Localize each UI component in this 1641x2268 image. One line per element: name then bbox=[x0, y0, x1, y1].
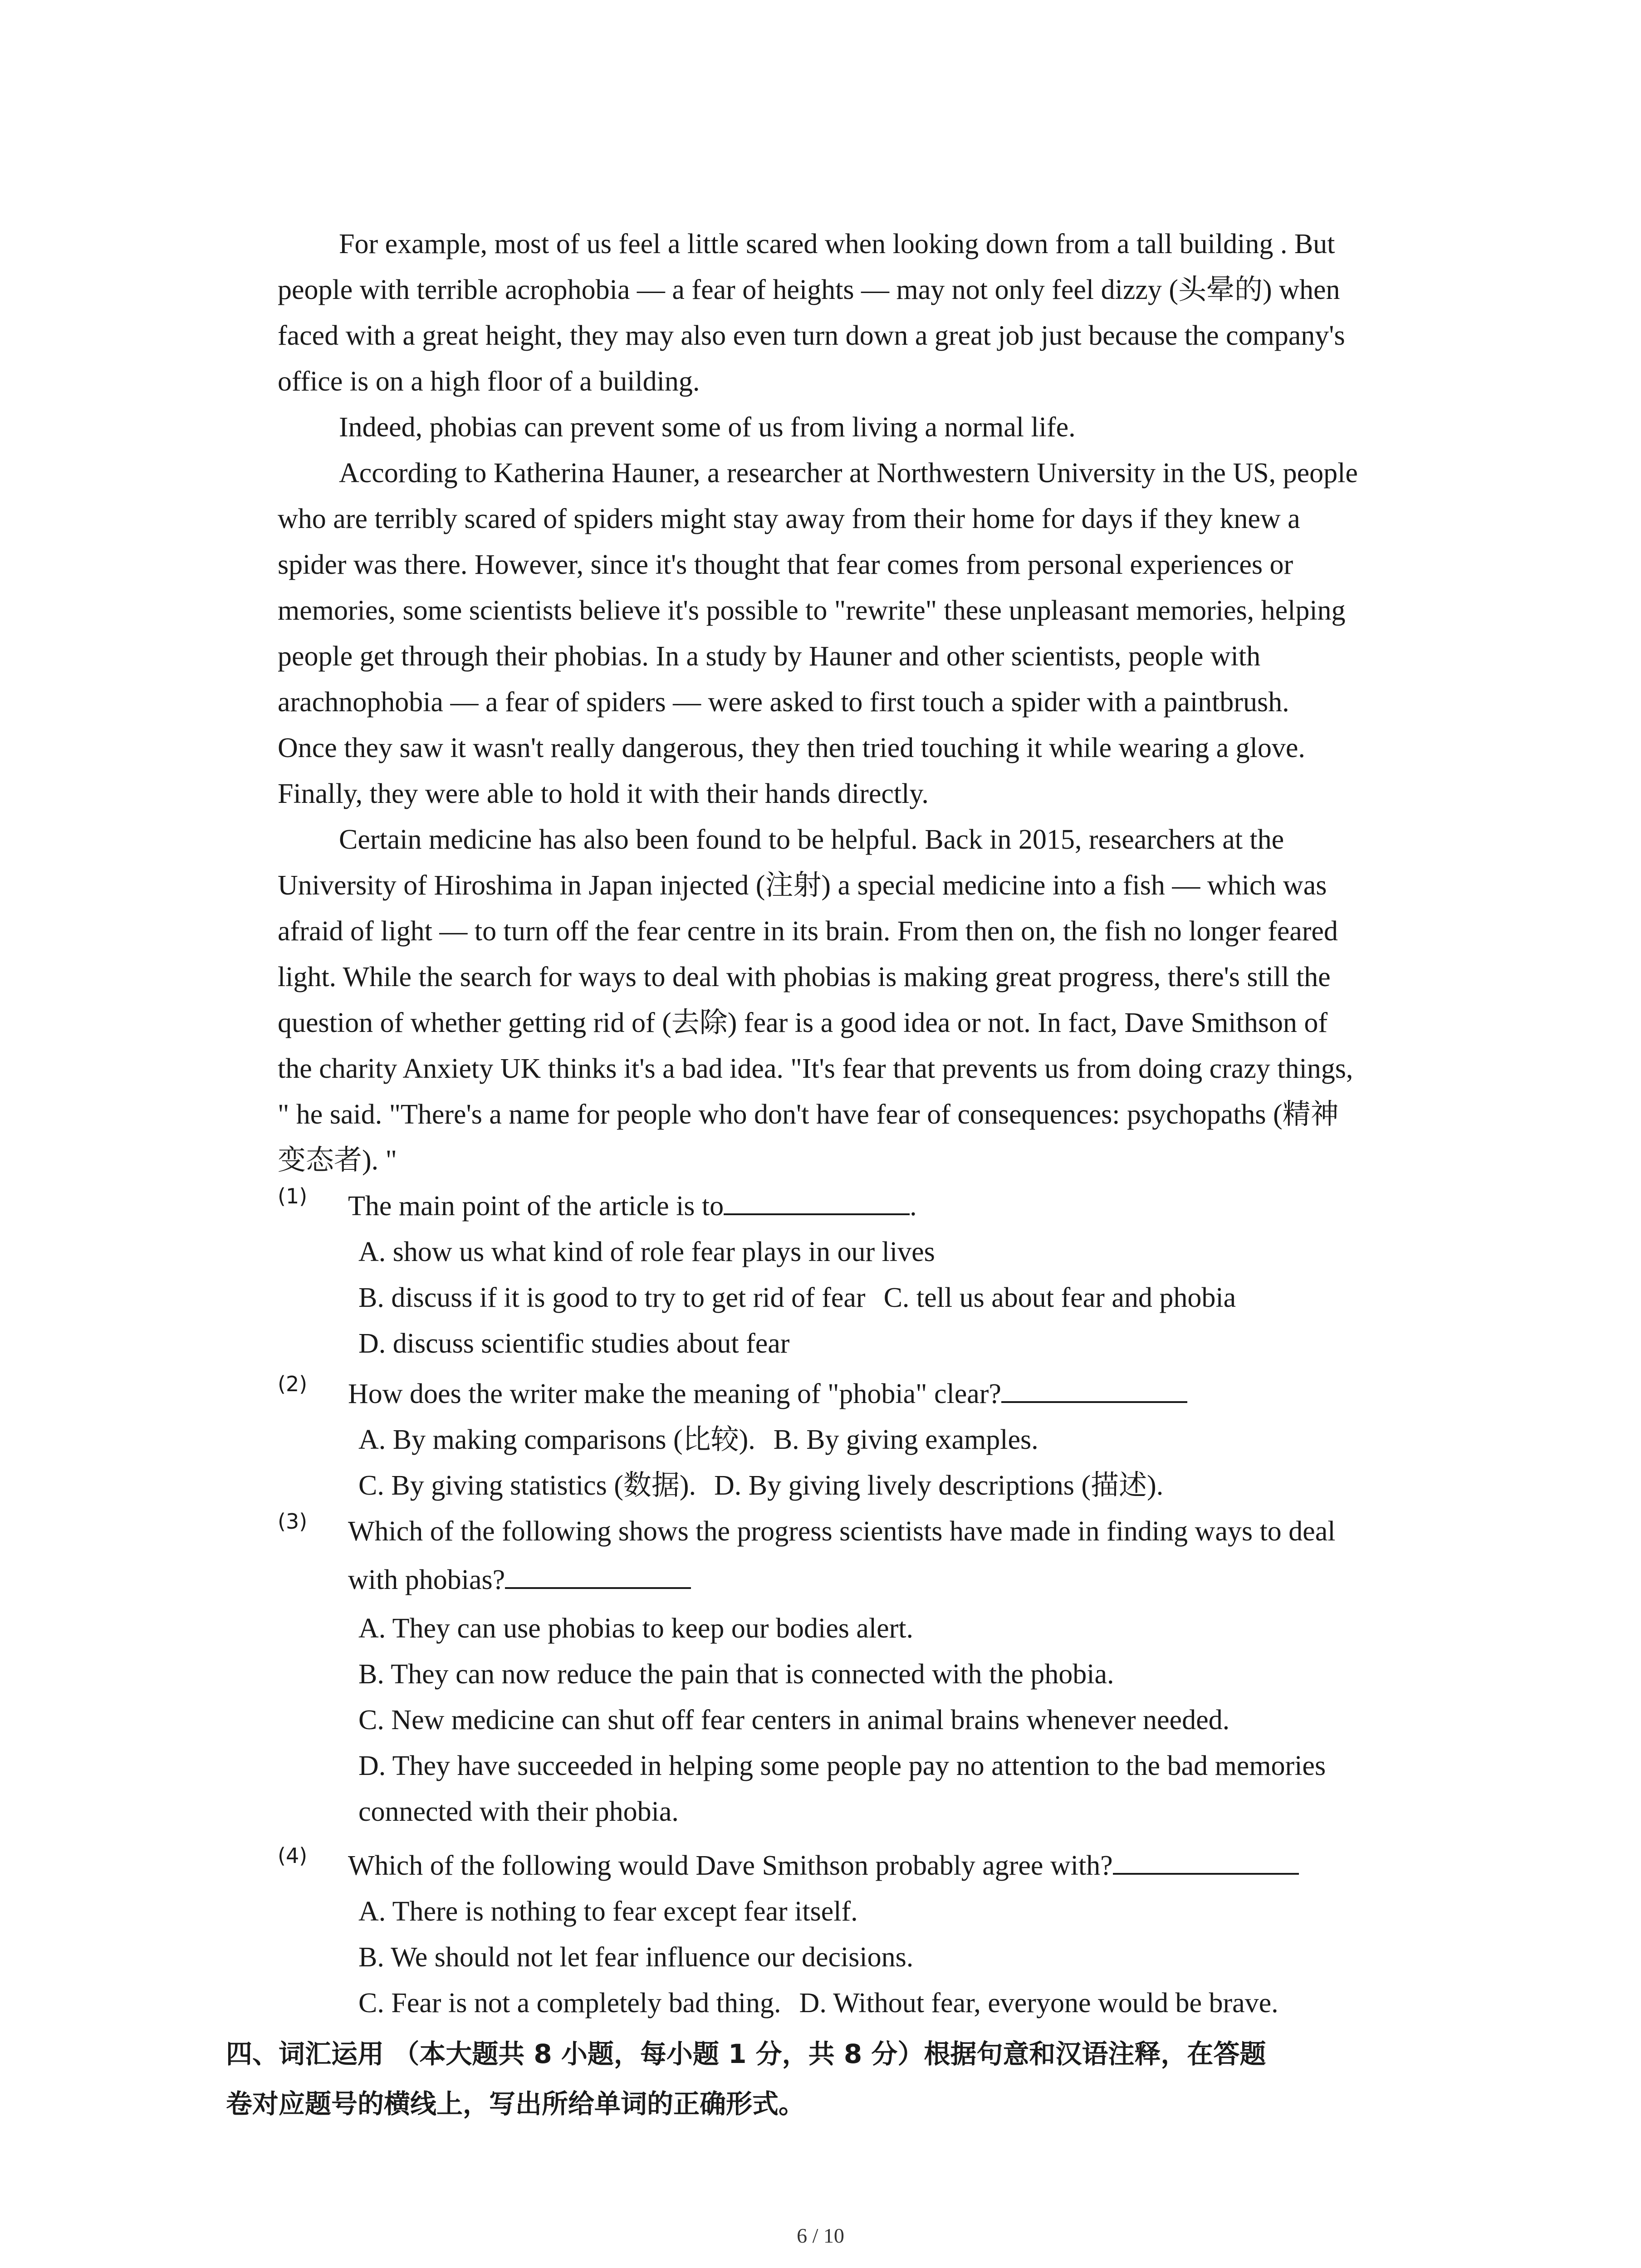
option-a: A. By making comparisons (比较). bbox=[358, 1424, 755, 1455]
passage-line: afraid of light — to turn off the fear centre in its brain. From then on, the fish no longer feared bbox=[278, 916, 1338, 947]
option-b: B. By giving examples. bbox=[773, 1424, 1038, 1455]
option-row bbox=[278, 1275, 1457, 1321]
question-3 bbox=[278, 1509, 1457, 1835]
option-row bbox=[278, 1463, 1457, 1509]
question-number: (4) bbox=[278, 1843, 308, 1868]
option-b: B. We should not let fear influence our decisions. bbox=[358, 1942, 914, 1973]
answer-blank[interactable] bbox=[724, 1185, 910, 1215]
option-c: C. tell us about fear and phobia bbox=[883, 1282, 1236, 1313]
option-d: D. By giving lively descriptions (描述). bbox=[714, 1470, 1164, 1501]
option-c: C. By giving statistics (数据). bbox=[358, 1470, 696, 1501]
passage-line: the charity Anxiety UK thinks it's a bad idea. "It's fear that prevents us from doing crazy things, bbox=[278, 1053, 1353, 1084]
question-stem: The main point of the article is to . bbox=[348, 1183, 917, 1229]
passage-line: 变态者). " bbox=[278, 1145, 397, 1176]
option-b: B. discuss if it is good to try to get rid of fear bbox=[358, 1282, 866, 1313]
option-d: D. They have succeeded in helping some people pay no attention to the bad memories bbox=[358, 1750, 1326, 1781]
option-row bbox=[278, 1980, 1457, 2026]
option-d: D. discuss scientific studies about fear bbox=[358, 1328, 790, 1359]
question-stem-continued: with phobias? bbox=[348, 1554, 691, 1606]
question-number: (2) bbox=[278, 1372, 308, 1396]
option-c: C. Fear is not a completely bad thing. bbox=[358, 1988, 781, 2019]
passage-line: spider was there. However, since it's thought that fear comes from personal experiences or bbox=[278, 549, 1293, 580]
option-a: A. They can use phobias to keep our bodies alert. bbox=[358, 1613, 914, 1644]
question-stem: How does the writer make the meaning of "phobia" clear? bbox=[348, 1371, 1187, 1417]
passage-line: Certain medicine has also been found to be helpful. Back in 2015, researchers at the bbox=[339, 824, 1284, 855]
option-d-continued: connected with their phobia. bbox=[358, 1796, 679, 1827]
option-a: A. show us what kind of role fear plays in our lives bbox=[358, 1237, 935, 1267]
answer-blank[interactable] bbox=[1001, 1373, 1187, 1403]
passage-line: question of whether getting rid of (去除) fear is a good idea or not. In fact, Dave Smithson of bbox=[278, 1007, 1328, 1038]
passage-line: University of Hiroshima in Japan injected (注射) a special medicine into a fish — which was bbox=[278, 870, 1327, 901]
section-heading-line: 四、词汇运用 （本大题共 8 小题，每小题 1 分，共 8 分）根据句意和汉语注释，在答题 bbox=[226, 2038, 1266, 2069]
passage-line: According to Katherina Hauner, a researcher at Northwestern University in the US, people bbox=[339, 458, 1358, 489]
question-1 bbox=[278, 1183, 1457, 1367]
answer-blank[interactable] bbox=[1113, 1845, 1299, 1875]
passage-line: For example, most of us feel a little scared when looking down from a tall building . But bbox=[339, 229, 1335, 259]
section-heading-line: 卷对应题号的横线上，写出所给单词的正确形式。 bbox=[226, 2088, 805, 2119]
passage-line: Indeed, phobias can prevent some of us from living a normal life. bbox=[339, 412, 1076, 443]
question-4 bbox=[278, 1843, 1457, 2026]
passage-line: people with terrible acrophobia — a fear of heights — may not only feel dizzy (头晕的) when bbox=[278, 274, 1340, 305]
passage-line: arachnophobia — a fear of spiders — were asked to first touch a spider with a paintbrush. bbox=[278, 687, 1289, 718]
passage-line: people get through their phobias. In a study by Hauner and other scientists, people with bbox=[278, 641, 1261, 672]
option-a: A. There is nothing to fear except fear itself. bbox=[358, 1896, 858, 1927]
question-stem: Which of the following shows the progress scientists have made in finding ways to deal bbox=[348, 1516, 1336, 1547]
passage-line: Once they saw it wasn't really dangerous, they then tried touching it while wearing a glove. bbox=[278, 733, 1305, 763]
question-stem: Which of the following would Dave Smithson probably agree with? bbox=[348, 1843, 1299, 1889]
answer-blank[interactable] bbox=[505, 1559, 691, 1589]
option-row bbox=[278, 1417, 1457, 1463]
section-heading bbox=[226, 2029, 1451, 2129]
page-number: 6 / 10 bbox=[797, 2224, 844, 2247]
passage-line: Finally, they were able to hold it with their hands directly. bbox=[278, 778, 929, 809]
passage-line: " he said. "There's a name for people who don't have fear of consequences: psychopaths (精神 bbox=[278, 1099, 1339, 1130]
option-c: C. New medicine can shut off fear centers in animal brains whenever needed. bbox=[358, 1705, 1230, 1735]
option-b: B. They can now reduce the pain that is connected with the phobia. bbox=[358, 1659, 1114, 1690]
question-number: (3) bbox=[278, 1509, 308, 1534]
reading-passage bbox=[278, 221, 1457, 1183]
option-d: D. Without fear, everyone would be brave. bbox=[799, 1988, 1279, 2019]
passage-line: memories, some scientists believe it's possible to "rewrite" these unpleasant memories, helping bbox=[278, 595, 1346, 626]
passage-line: office is on a high floor of a building. bbox=[278, 366, 700, 397]
passage-line: light. While the search for ways to deal with phobias is making great progress, there's still the bbox=[278, 962, 1331, 992]
question-number: (1) bbox=[278, 1184, 308, 1208]
question-2 bbox=[278, 1371, 1457, 1509]
passage-line: who are terribly scared of spiders might stay away from their home for days if they knew a bbox=[278, 503, 1300, 534]
passage-line: faced with a great height, they may also even turn down a great job just because the company's bbox=[278, 320, 1345, 351]
